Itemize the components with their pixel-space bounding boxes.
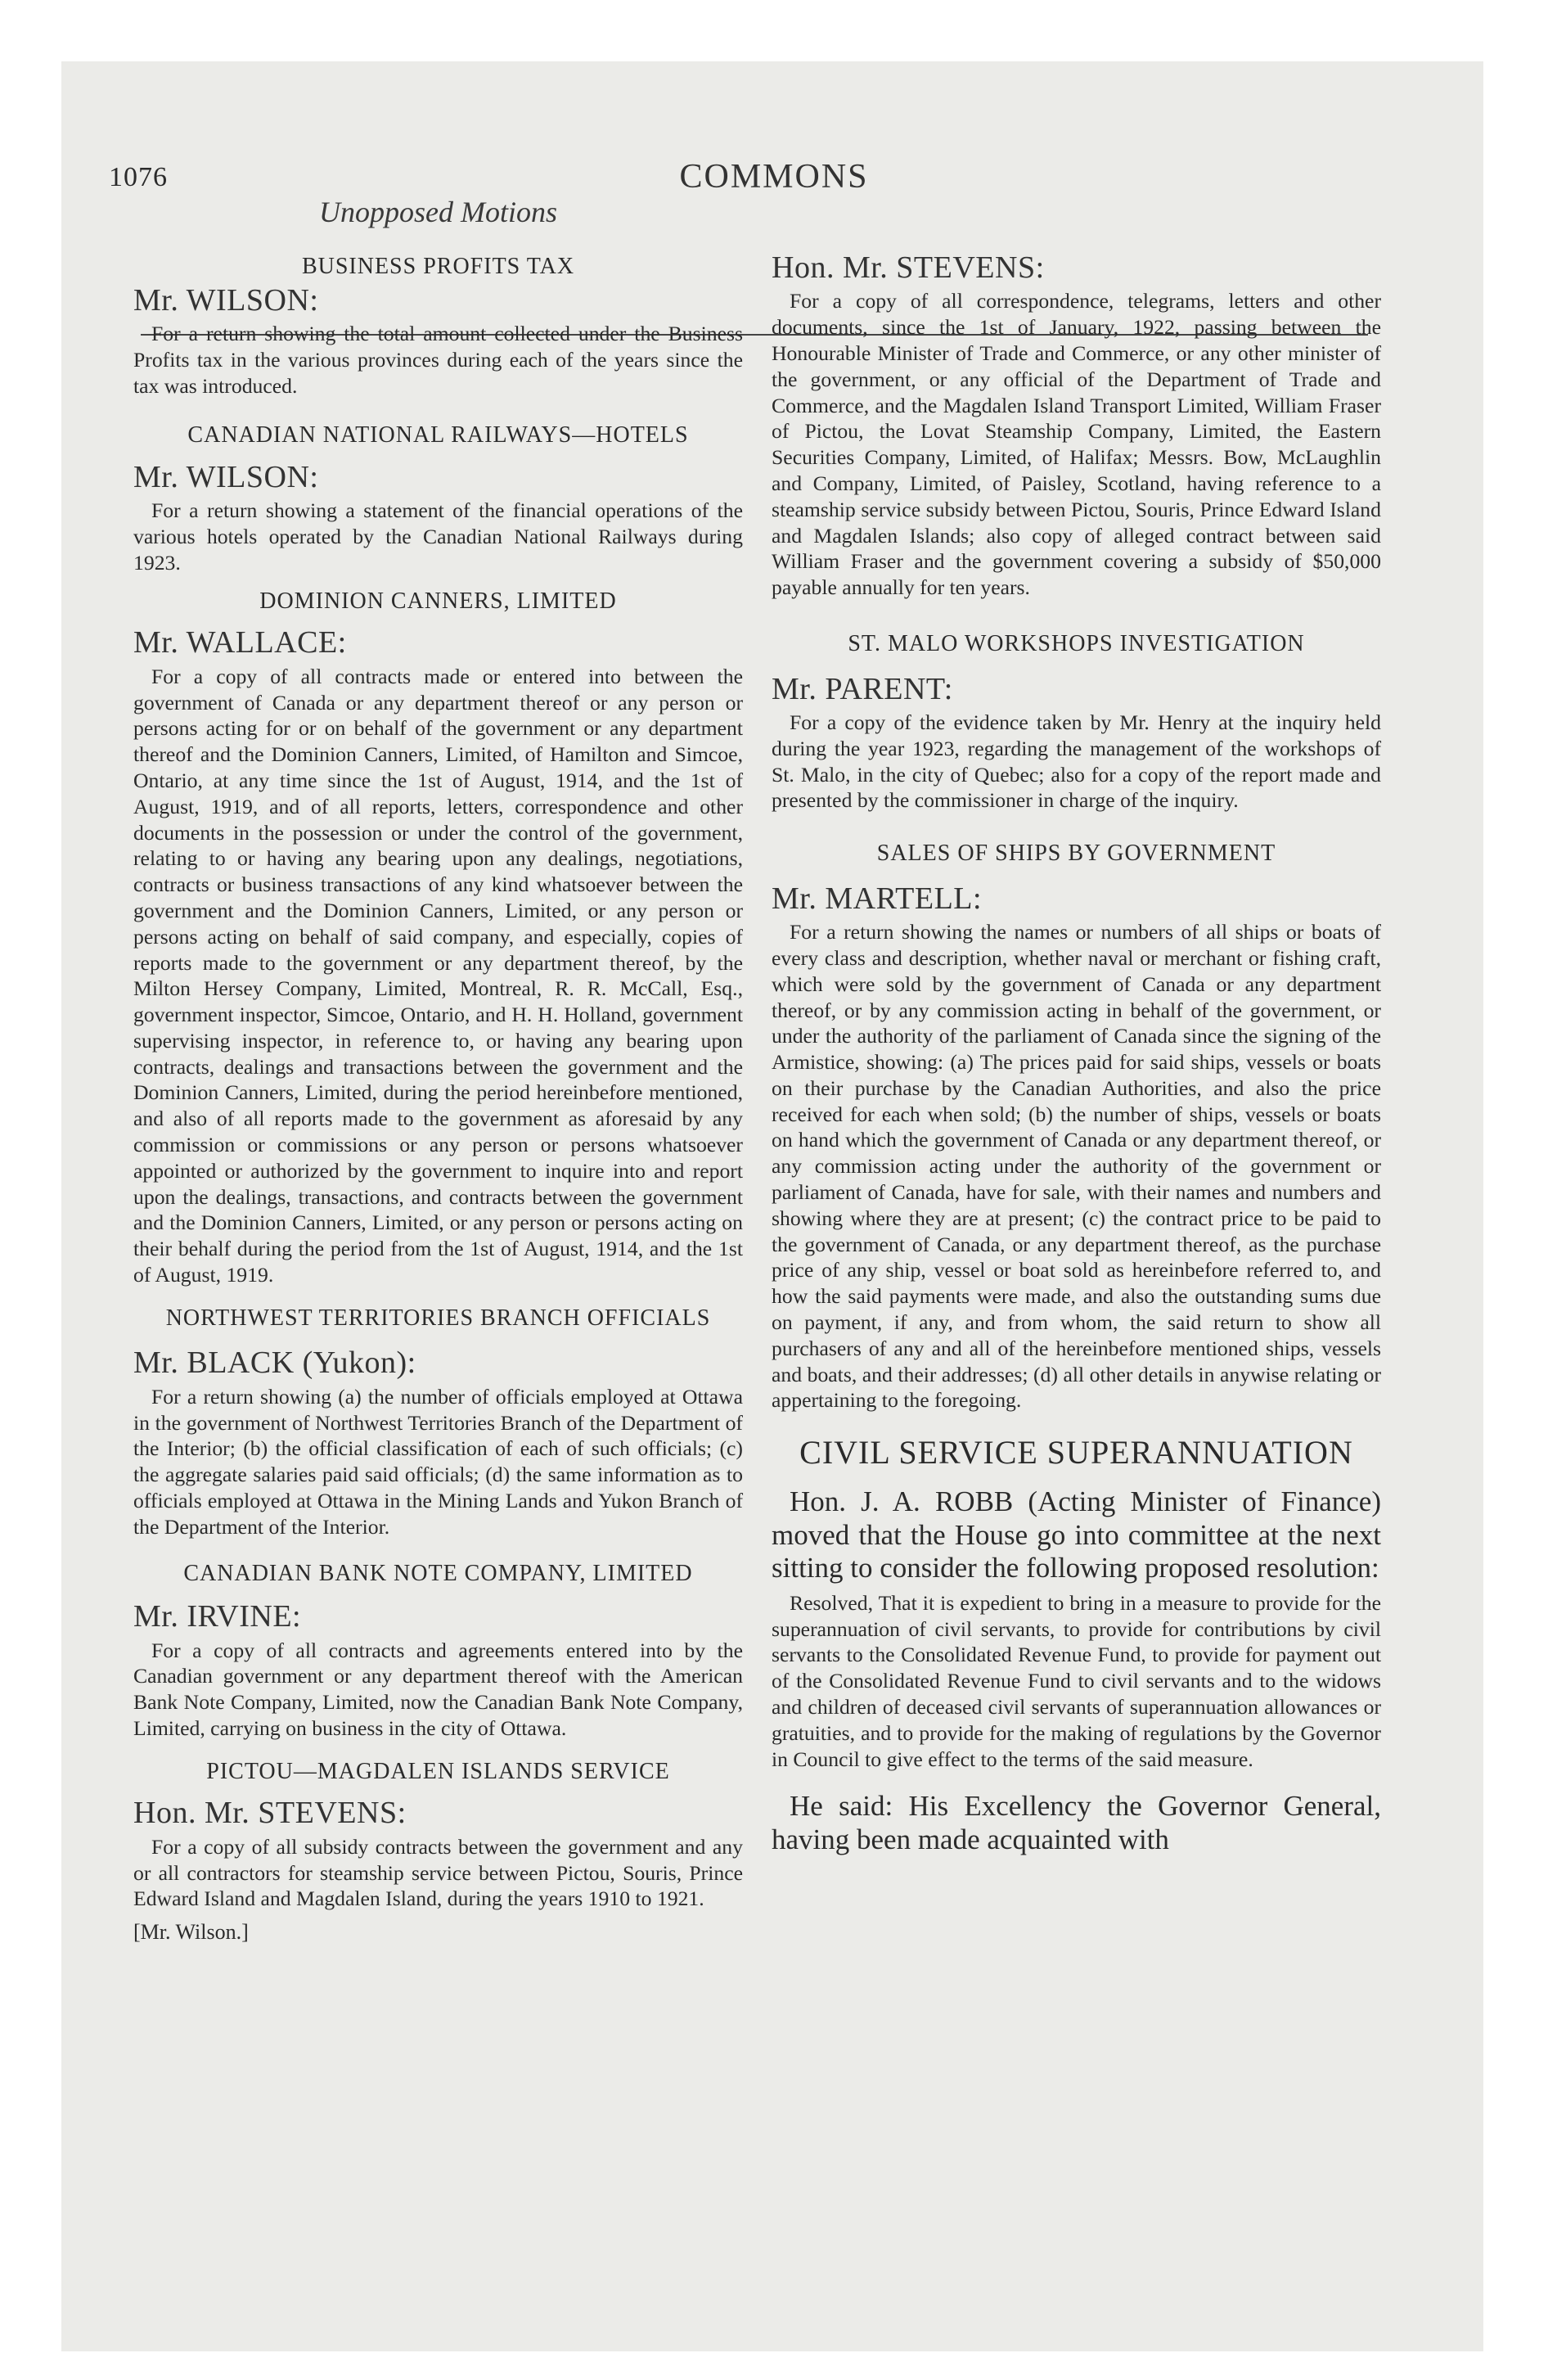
motion-speaker: Mr. MARTELL: — [772, 881, 983, 916]
section-heading: CIVIL SERVICE SUPERANNUATION — [799, 1434, 1353, 1472]
motion-heading: DOMINION CANNERS, LIMITED — [259, 588, 617, 614]
motion-text: For a return showing (a) the number of officials employed at Ottawa in the government of Northwest Territories Branch of the Department of the Interior; (b) the official classification of each of such officials; (c) the aggregate salaries paid said officials; (d) the same information as to officials employed at Ottawa in the Mining Lands and Yukon Branch of the Department of the Interior. — [133, 1384, 743, 1539]
journal-title: COMMONS — [679, 158, 869, 196]
resolution-text: Resolved, That it is expedient to bring in a measure to provide for the superannuation of civil servants, to provide for contributions by civil servants to the Consolidated Revenue Fund, to provide for payment out of the Consolidated Revenue Fund to civil servants and to the widows and children of deceased civil servants of superannuation allowances or gratuities, and to provide for the making of regulations by the Governor in Council to give effect to the terms of the said measure. — [772, 1590, 1381, 1771]
motion-text: For a return showing the names or numbers of all ships or boats of every class and description, whether naval or merchant or fishing craft, which were sold by the government of Canada or any department thereof, or by any commission acting in behalf of the government, or under the authority of the parliament of Canada since the signing of the Armistice, showing: (a) The prices paid for said ships, vessels or boats on their purchase by the Canadian Authorities, and also the price received for each when sold; (b) the number of ships, vessels or boats on hand which the government of Canada or any department thereof, or any commission acting under the authority of the government or parliament of Canada, have for sale, with their names and numbers and showing where they are at present; (c) the contract price to be paid to the government of Canada, or any department thereof, as the purchase price of any ship, vessel or boat sold as hereinbefore referred to, and how the said payments were made, and also the outstanding sums due on payment, if any, and from whom, the said return to show all purchasers of any and all of the hereinbefore mentioned ships, vessels and boats, and their addresses; (d) all other details in anywise relating or appertaining to the foregoing. — [772, 920, 1381, 1413]
motion-speaker: Mr. WALLACE: — [133, 625, 347, 660]
motion-speaker: Hon. Mr. STEVENS: — [133, 1796, 407, 1831]
motion-text: For a return showing a statement of the financial operations of the various hotels operated by the Canadian National Railways during 1923. — [133, 498, 743, 575]
motion-heading: BUSINESS PROFITS TAX — [301, 254, 575, 279]
motion-speaker: Mr. IRVINE: — [133, 1599, 302, 1634]
motion-intro: Hon. J. A. ROBB (Acting Minister of Finance) moved that the House go into committee at the next sitting to consider the following proposed resolution: — [772, 1485, 1381, 1584]
motion-heading: CANADIAN BANK NOTE COMPANY, LIMITED — [183, 1560, 693, 1586]
page-number: 1076 — [109, 162, 168, 192]
motion-heading: CANADIAN NATIONAL RAILWAYS—HOTELS — [187, 422, 689, 449]
right-column — [772, 248, 1381, 1856]
motion-speaker: Mr. BLACK (Yukon): — [133, 1346, 416, 1381]
motion-text: For a copy of all correspondence, telegrams, letters and other documents, since the 1st of January, 1922, passing between the Honourable Minister of Trade and Commerce, or any other minister of the government, or any official of the Department of Trade and Commerce, and the Magdalen Island Transport Limited, William Fraser of Pictou, the Lovat Steamship Company, Limited, the Eastern Securities Company, Limited, of Halifax; Messrs. Bow, McLaughlin and Company, Limited, of Paisley, Scotland, having reference to a steamship service subsidy between Pictou, Souris, Prince Edward Island and Magdalen Islands; also copy of alleged contract between said William Fraser and the government covering a subsidy of $50,000 payable annually for ten years. — [772, 289, 1381, 600]
motion-text: For a copy of the evidence taken by Mr. Henry at the inquiry held during the year 1923, regarding the management of the workshops of St. Malo, in the city of Quebec; also for a copy of the report made and presented by the commissioner in charge of the inquiry. — [772, 710, 1381, 813]
motion-text: For a copy of all subsidy contracts between the government and any or all contractors for steamship service between Pictou, Souris, Prince Edward Island and Magdalen Island, during the years 1910 to 1921. — [133, 1834, 743, 1911]
motion-heading: PICTOU—MAGDALEN ISLANDS SERVICE — [206, 1758, 670, 1784]
section-label: Unopposed Motions — [319, 196, 557, 228]
motion-speaker: Mr. WILSON: — [133, 459, 319, 494]
motion-text: For a copy of all contracts made or entered into between the government of Canada or any department thereof or any person or persons acting for or on behalf of the government or any department thereof and the Dominion Canners, Limited, of Hamilton and Simcoe, Ontario, at any time since the 1st of August, 1914, and the 1st of August, 1919, and of all reports, letters, correspondence and other documents in the possession or under the control of the government, relating to or having any bearing upon any dealings, negotiations, contracts or business transactions of any kind whatsoever between the government and the Dominion Canners, Limited, or any person or persons acting on behalf of said company, and especially, copies of reports made to the government or any department thereof, by the Milton Hersey Company, Limited, Montreal, R. R. McCall, Esq., government inspector, Simcoe, Ontario, and H. H. Holland, government supervising inspector, in reference to, or having any bearing upon contracts, dealings and transactions between the government and the Dominion Canners, Limited, during the period hereinbefore mentioned, and also of all reports made to the government as aforesaid by any commission or commissions or any person or persons whatsoever appointed or authorized by the government to inquire into and report upon the dealings, transactions, and contracts between the government and the Dominion Canners, Limited, or any person or persons acting on their behalf during the period from the 1st of August, 1914, and the 1st of August, 1919. — [133, 664, 743, 1287]
motion-heading: SALES OF SHIPS BY GOVERNMENT — [876, 841, 1276, 867]
motion-heading: NORTHWEST TERRITORIES BRANCH OFFICIALS — [165, 1305, 711, 1331]
running-head — [0, 98, 1548, 237]
motion-text: For a copy of all contracts and agreements entered into by the Canadian government or any department thereof with the American Bank Note Company, Limited, now the Canadian Bank Note Company, Limited, carrying on business in the city of Ottawa. — [133, 1638, 743, 1740]
motion-speaker: Hon. Mr. STEVENS: — [772, 250, 1045, 285]
speech-text: He said: His Excellency the Governor General, having been made acquainted with — [772, 1790, 1381, 1855]
motion-speaker: Mr. WILSON: — [133, 282, 319, 318]
left-column — [133, 248, 743, 1946]
speaker-attribution: [Mr. Wilson.] — [133, 1920, 249, 1945]
motion-text: For a return showing the total amount collected under the Business Profits tax in the various provinces during each of the years since the tax was introduced. — [133, 321, 743, 398]
motion-heading: ST. MALO WORKSHOPS INVESTIGATION — [848, 630, 1305, 656]
motion-speaker: Mr. PARENT: — [772, 671, 953, 706]
